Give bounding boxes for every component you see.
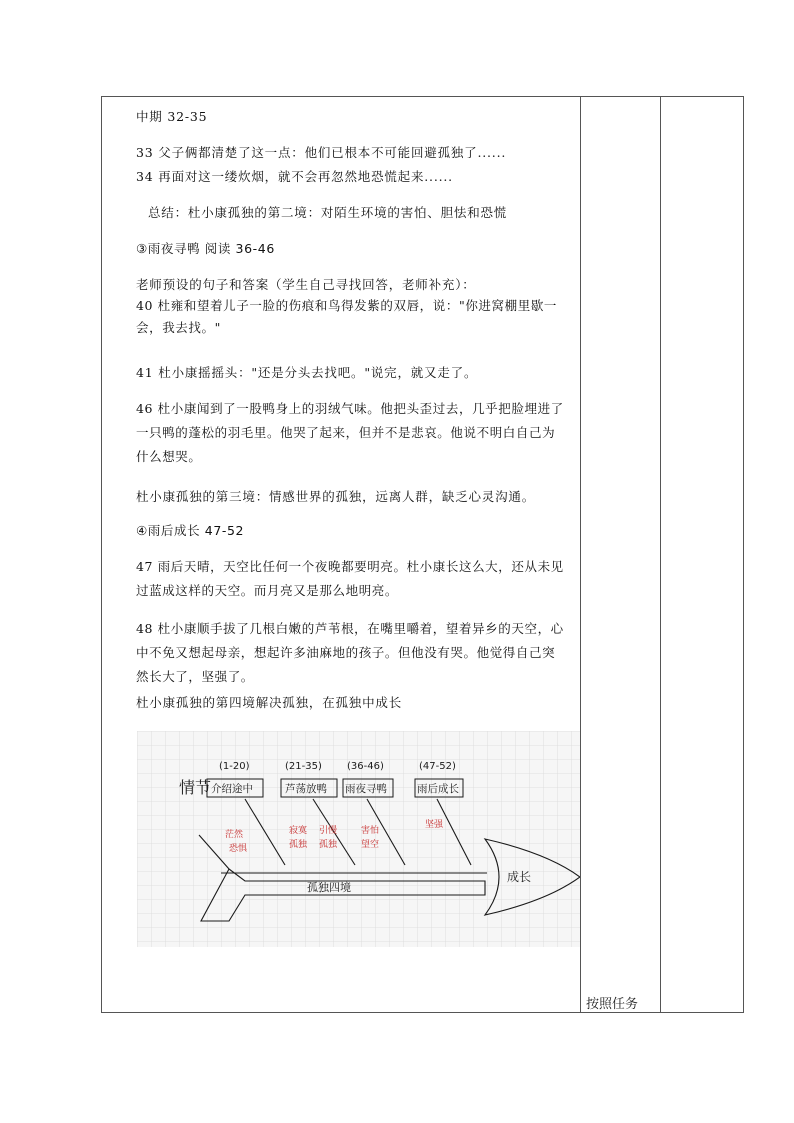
note: 孤独: [319, 840, 338, 850]
stage-range: (36-46): [347, 761, 384, 772]
note: 茫然: [225, 830, 244, 840]
stage-name: 雨夜寻鸭: [345, 783, 387, 795]
column-divider: [580, 97, 581, 1012]
lesson-table: [101, 96, 744, 1013]
note: 孤独: [289, 840, 308, 850]
spine-label: 孤独四境: [307, 881, 351, 894]
quote-line: 40 杜雍和望着儿子一脸的伤痕和鸟得发紫的双唇，说："你进窝棚里歇一会，我去找。": [136, 298, 558, 335]
quote-line: 46 杜小康闻到了一股鸭身上的羽绒气味。他把头歪过去，几乎把脸埋进了一只鸭的蓬松的羽毛里。他哭了起来，但并不是悲哀。他说不明白自己为什么想哭。: [136, 401, 564, 464]
plot-label: 情节: [179, 778, 212, 797]
stage-range: (21-35): [285, 761, 322, 772]
note: 望空: [361, 840, 380, 850]
stage-name: 介绍途中: [211, 783, 253, 795]
quote-line: 48 杜小康顺手拔了几根白嫩的芦苇根，在嘴里嚼着，望着异乡的天空，心中不免又想起母亲，想起许多油麻地的孩子。但他没有哭。他觉得自己突然长大了，坚强了。: [136, 621, 564, 684]
instruction-line: 老师预设的句子和答案（学生自己寻找回答，老师补充）：: [136, 277, 476, 292]
summary-line: 总结：杜小康孤独的第二境：对陌生环境的害怕、胆怯和恐慌: [148, 205, 508, 220]
head-label: 成长: [507, 870, 532, 884]
quote-line: 47 雨后天晴，天空比任何一个夜晚都要明亮。杜小康长这么大，还从未见过蓝成这样的天空。而月亮又是那么地明亮。: [136, 559, 564, 598]
stage-range: (1-20): [219, 761, 250, 772]
quote-line: 41 杜小康摇摇头："还是分头去找吧。"说完，就又走了。: [136, 365, 478, 380]
quote-line: 34 再面对这一缕炊烟，就不会再忽然地恐慌起来......: [136, 169, 453, 184]
fishbone-diagram: [137, 731, 580, 947]
stage-name: 芦荡放鸭: [285, 783, 327, 795]
stage-name: 雨后成长: [417, 783, 459, 795]
summary-line: 杜小康孤独的第三境：情感世界的孤独，远离人群，缺乏心灵沟通。: [136, 489, 536, 504]
stage-range: (47-52): [419, 761, 456, 772]
section-heading: ③雨夜寻鸭 阅读 36-46: [136, 241, 275, 256]
section-heading: 中期 32-35: [136, 109, 208, 124]
task-label: 按照任务: [586, 997, 639, 1012]
note: 坚强: [425, 820, 444, 830]
section-heading: ④雨后成长 47-52: [136, 523, 245, 538]
note: 引慢: [319, 826, 338, 836]
column-divider: [660, 97, 661, 1012]
note: 恐惧: [229, 844, 248, 854]
quote-line: 33 父子俩都清楚了这一点：他们已根本不可能回避孤独了......: [136, 145, 507, 160]
note: 寂寞: [289, 826, 308, 836]
stage-4: [415, 761, 463, 797]
note: 害怕: [361, 826, 380, 836]
summary-line: 杜小康孤独的第四境解决孤独，在孤独中成长: [136, 695, 403, 710]
